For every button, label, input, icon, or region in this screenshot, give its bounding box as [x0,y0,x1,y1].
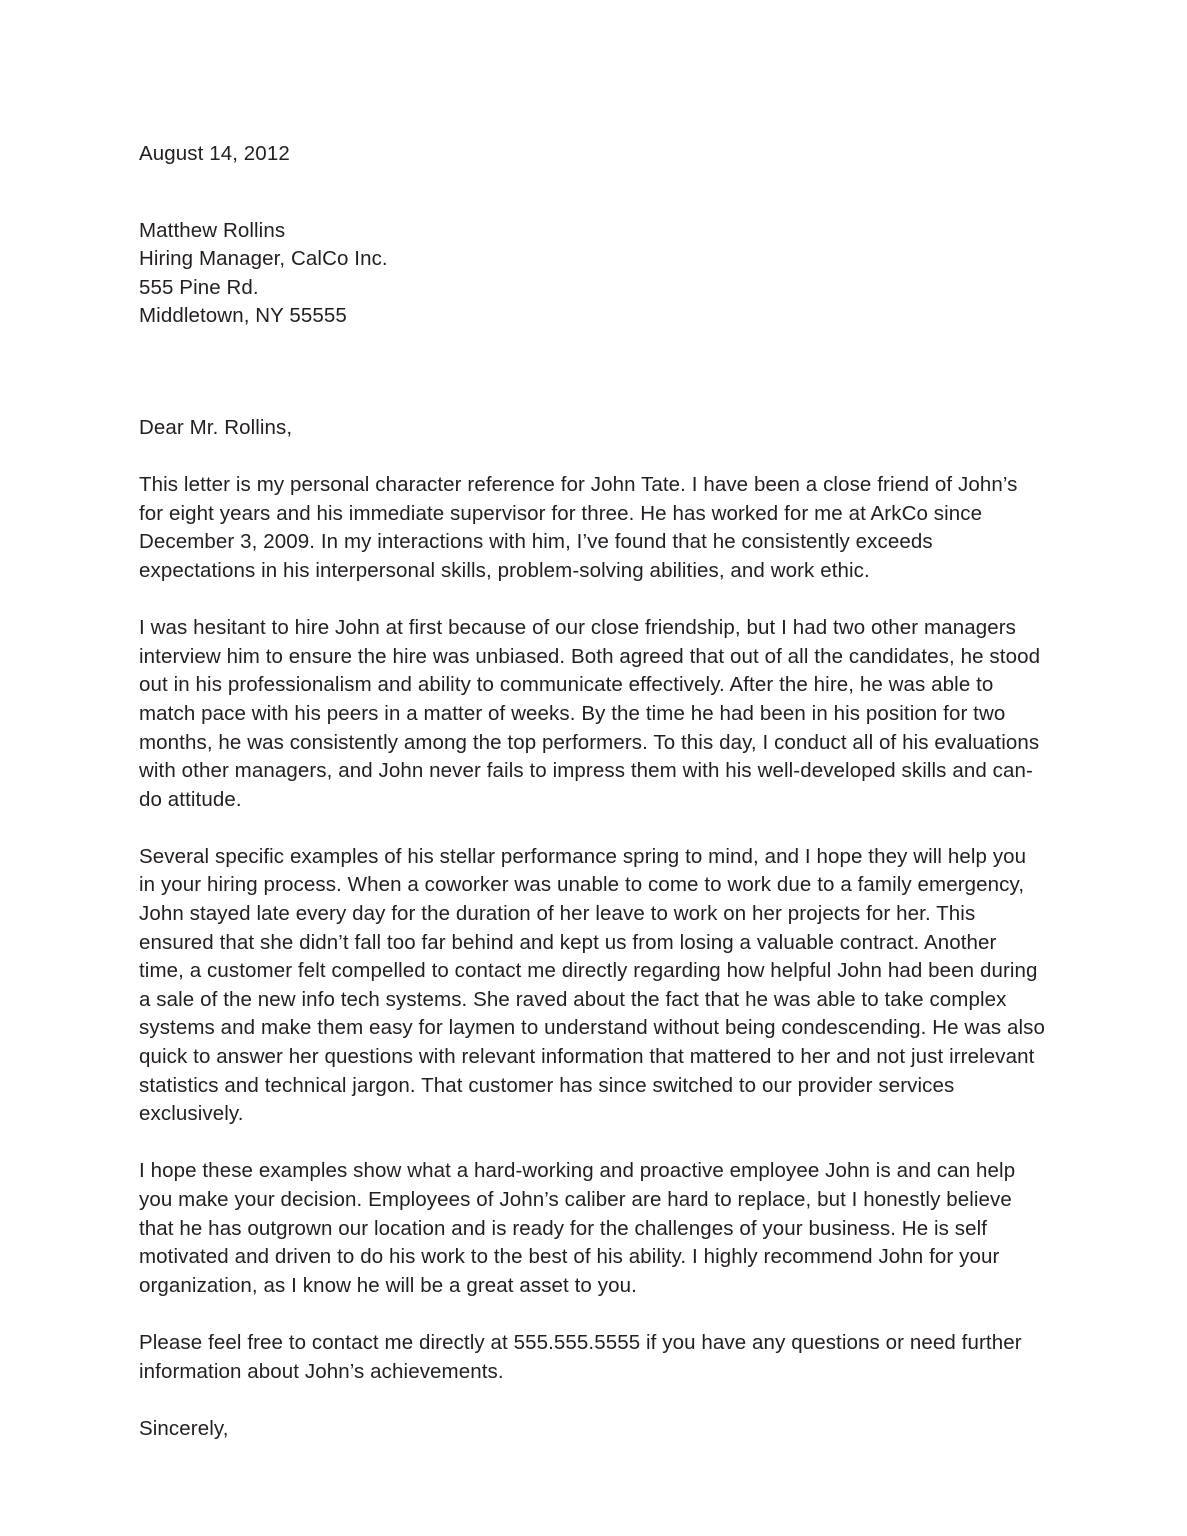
closing-salutation: Sincerely, [139,1416,229,1440]
salutation: Dear Mr. Rollins, [139,415,293,439]
body-paragraph-4: I hope these examples show what a hard-working and proactive employee John is and can help you make your decision. Employees of John’s caliber are hard to replace, but I honestly believe that he has outgrown our location and is ready for the challenges of your business. He is self motivated and driven to do his work to the best of his ability. I highly recommend John for your organization, as I know he will be a great asset to you. [139,1159,1016,1297]
body-paragraph-2: I was hesitant to hire John at first because of our close friendship, but I had two other managers interview him to ensure the hire was unbiased. Both agreed that out of all the candidates, he stood out in his professionalism and ability to communicate effectively. After the hire, he was able to match pace with his peers in a matter of weeks. By the time he had been in his position for two months, he was consistently among the top performers. To this day, I conduct all of his evaluations with other managers, and John never fails to impress them with his well-developed skills and can-do attitude. [139,616,1041,811]
letter-body [139,140,1047,1443]
body-paragraph-3: Several specific examples of his stellar performance spring to mind, and I hope they will help you in your hiring process. When a coworker was unable to come to work due to a family emergency, John stayed late every day for the duration of her leave to work on her projects for her. This ensured that she didn’t fall too far behind and kept us from losing a valuable contract. Another time, a customer felt compelled to contact me directly regarding how helpful John had been during a sale of the new info tech systems. She raved about the fact that he was able to take complex systems and make them easy for laymen to understand without being condescending. He was also quick to answer her questions with relevant information that mattered to her and not just irrelevant statistics and technical jargon. That customer has since switched to our provider services exclusively. [139,844,1045,1126]
recipient-city-state-zip: Middletown, NY 55555 [139,304,347,328]
recipient-street: 555 Pine Rd. [139,275,259,299]
body-paragraph-5: Please feel free to contact me directly at 555.555.5555 if you have any questions or need further information about John’s achievements. [139,1330,1022,1383]
body-paragraph-1: This letter is my personal character reference for John Tate. I have been a close friend of John’s for eight years and his immediate supervisor for three. He has worked for me at ArkCo since December 3, 2009. In my interactions with him, I’ve found that he consistently exceeds expectations in his interpersonal skills, problem-solving abilities, and work ethic. [139,473,1018,582]
letter-date: August 14, 2012 [139,142,290,165]
recipient-name: Matthew Rollins [139,218,286,242]
recipient-title-company: Hiring Manager, CalCo Inc. [139,247,388,271]
recipient-address-block [139,169,1047,331]
